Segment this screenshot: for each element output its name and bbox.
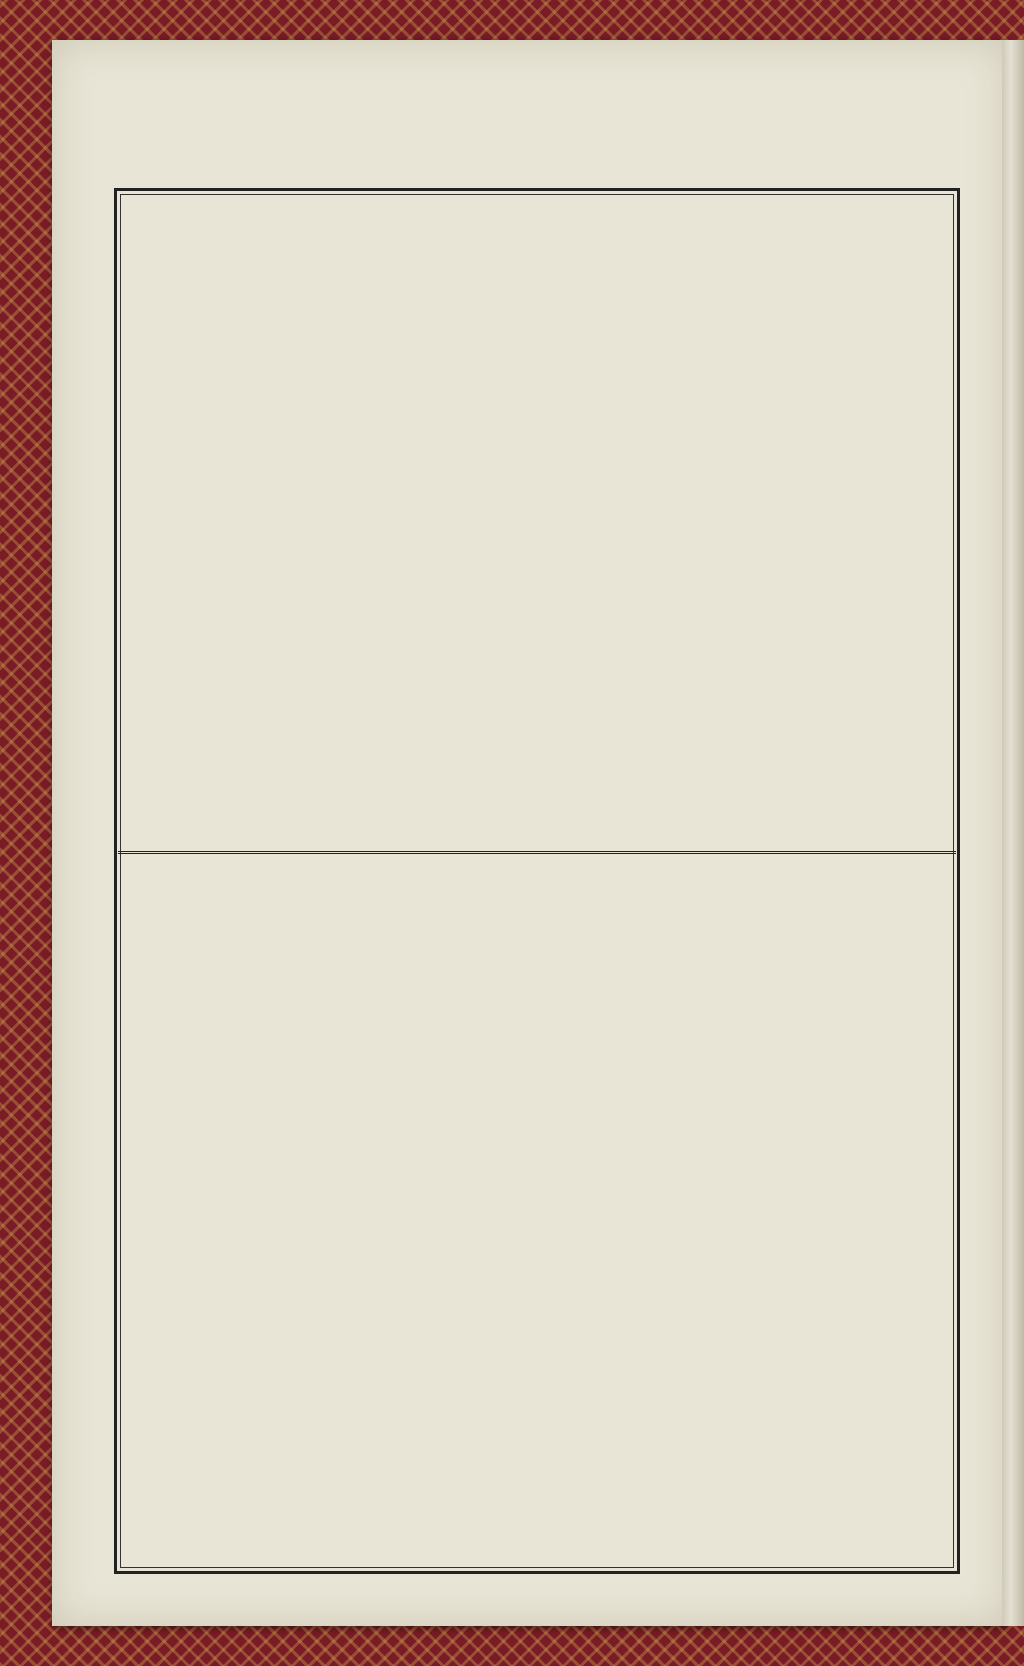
first-half-year [121,195,953,850]
calendar-frame [114,188,960,1574]
calendar-page [52,40,1007,1626]
page-edge [1002,40,1024,1626]
second-half-year [121,860,953,1571]
half-divider [118,851,956,854]
